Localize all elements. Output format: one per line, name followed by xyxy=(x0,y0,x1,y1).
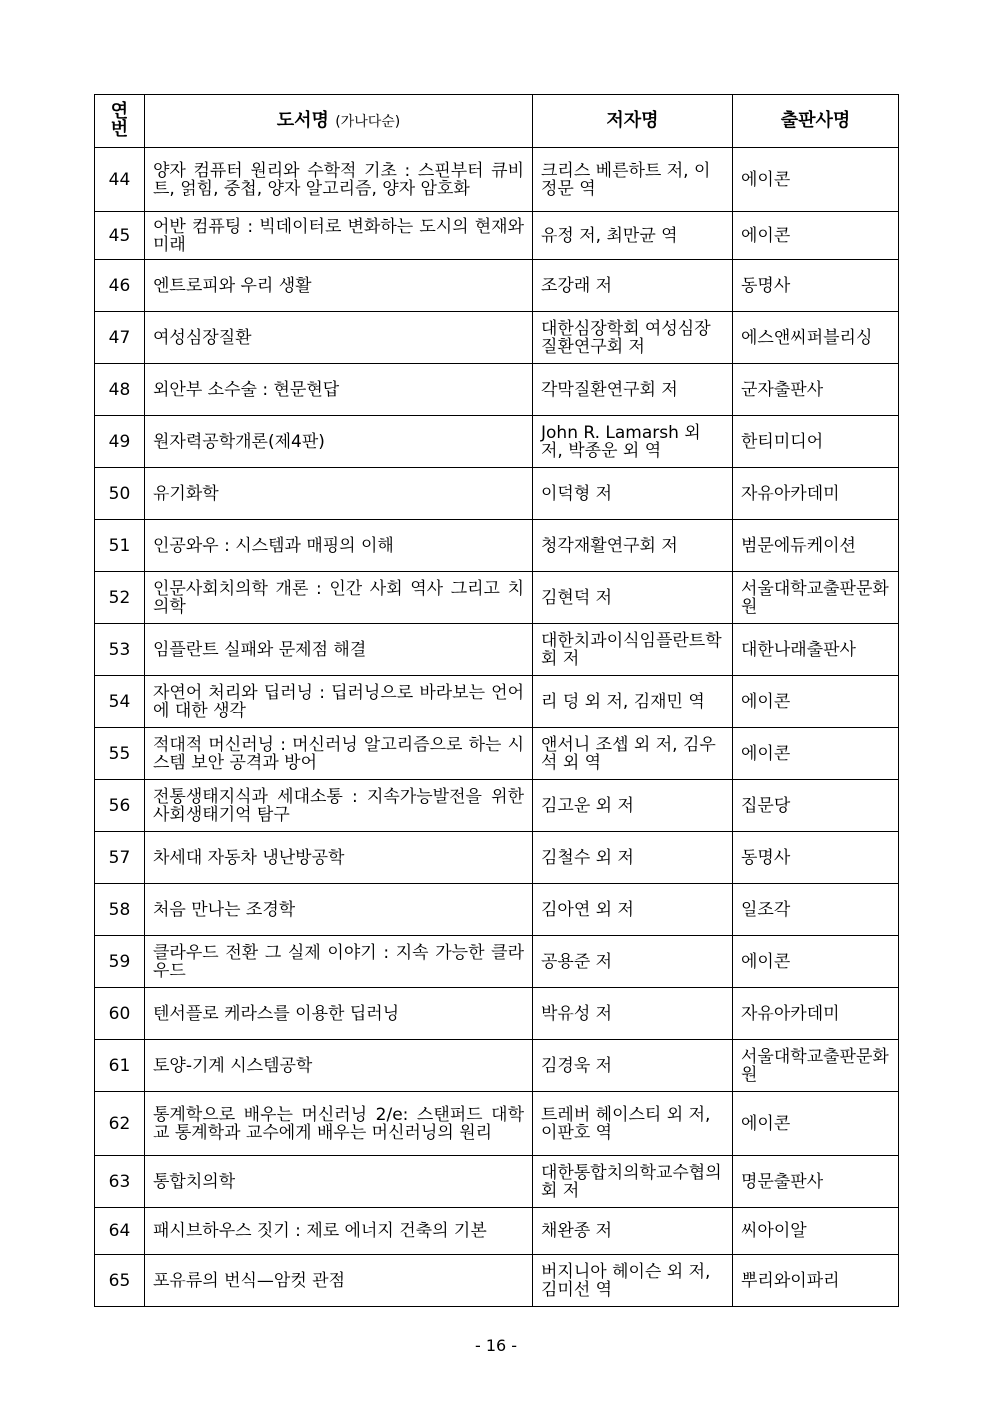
row-number: 46 xyxy=(95,260,145,312)
book-publisher: 자유아카데미 xyxy=(733,988,899,1040)
book-title: 양자 컴퓨터 원리와 수학적 기초 : 스핀부터 큐비트, 얽힘, 중첩, 양자 알고리즘, 양자 암호화 xyxy=(145,148,533,212)
book-publisher: 서울대학교출판문화원 xyxy=(733,1040,899,1092)
row-number: 60 xyxy=(95,988,145,1040)
book-author: 조강래 저 xyxy=(533,260,733,312)
table-row xyxy=(95,624,899,676)
row-number: 49 xyxy=(95,416,145,468)
table-row xyxy=(95,780,899,832)
book-publisher: 한티미디어 xyxy=(733,416,899,468)
row-number: 62 xyxy=(95,1092,145,1156)
book-publisher: 에이콘 xyxy=(733,148,899,212)
table-row xyxy=(95,1092,899,1156)
book-title: 통계학으로 배우는 머신러닝 2/e: 스탠퍼드 대학교 통계학과 교수에게 배우는 머신러닝의 원리 xyxy=(145,1092,533,1156)
row-number: 57 xyxy=(95,832,145,884)
book-publisher: 동명사 xyxy=(733,832,899,884)
book-title: 전통생태지식과 세대소통 : 지속가능발전을 위한 사회생태기억 탐구 xyxy=(145,780,533,832)
book-author: 이덕형 저 xyxy=(533,468,733,520)
book-publisher: 대한나래출판사 xyxy=(733,624,899,676)
book-title: 처음 만나는 조경학 xyxy=(145,884,533,936)
book-publisher: 에이콘 xyxy=(733,728,899,780)
table-row xyxy=(95,468,899,520)
table-row xyxy=(95,572,899,624)
book-title: 토양-기계 시스템공학 xyxy=(145,1040,533,1092)
table-row xyxy=(95,832,899,884)
book-author: 김현덕 저 xyxy=(533,572,733,624)
table-row xyxy=(95,260,899,312)
row-number: 59 xyxy=(95,936,145,988)
book-title: 적대적 머신러닝 : 머신러닝 알고리즘으로 하는 시스템 보안 공격과 방어 xyxy=(145,728,533,780)
table-row xyxy=(95,1255,899,1307)
book-publisher: 서울대학교출판문화원 xyxy=(733,572,899,624)
page-number: - 16 - xyxy=(474,1336,518,1355)
book-author: 대한통합치의학교수협의회 저 xyxy=(533,1156,733,1208)
row-number: 51 xyxy=(95,520,145,572)
book-author: 유정 저, 최만균 역 xyxy=(533,212,733,260)
book-title: 텐서플로 케라스를 이용한 딥러닝 xyxy=(145,988,533,1040)
book-author: 리 덩 외 저, 김재민 역 xyxy=(533,676,733,728)
row-number: 56 xyxy=(95,780,145,832)
row-number: 48 xyxy=(95,364,145,416)
book-publisher: 집문당 xyxy=(733,780,899,832)
book-title: 클라우드 전환 그 실제 이야기 : 지속 가능한 클라우드 xyxy=(145,936,533,988)
book-publisher: 에이콘 xyxy=(733,212,899,260)
row-number: 44 xyxy=(95,148,145,212)
header-title-label: 도서명 xyxy=(276,109,329,131)
row-number: 58 xyxy=(95,884,145,936)
book-title: 외안부 소수술 : 현문현답 xyxy=(145,364,533,416)
header-publisher: 출판사명 xyxy=(733,95,899,148)
book-author: 대한심장학회 여성심장질환연구회 저 xyxy=(533,312,733,364)
book-title: 포유류의 번식—암컷 관점 xyxy=(145,1255,533,1307)
row-number: 53 xyxy=(95,624,145,676)
table-row xyxy=(95,364,899,416)
row-number: 50 xyxy=(95,468,145,520)
book-author: 채완종 저 xyxy=(533,1208,733,1255)
book-author: 버지니아 헤이슨 외 저, 김미선 역 xyxy=(533,1255,733,1307)
book-title: 인공와우 : 시스템과 매핑의 이해 xyxy=(145,520,533,572)
header-title xyxy=(145,95,533,148)
book-author: 앤서니 조셉 외 저, 김우석 외 역 xyxy=(533,728,733,780)
book-publisher: 군자출판사 xyxy=(733,364,899,416)
table-row xyxy=(95,936,899,988)
book-author: 트레버 헤이스티 외 저, 이판호 역 xyxy=(533,1092,733,1156)
header-no xyxy=(95,95,145,148)
book-author: 대한치과이식임플란트학회 저 xyxy=(533,624,733,676)
book-author: 각막질환연구회 저 xyxy=(533,364,733,416)
row-number: 55 xyxy=(95,728,145,780)
header-title-note: (가나다순) xyxy=(335,113,401,130)
book-author: 청각재활연구회 저 xyxy=(533,520,733,572)
row-number: 61 xyxy=(95,1040,145,1092)
book-title: 임플란트 실패와 문제점 해결 xyxy=(145,624,533,676)
table-header-row xyxy=(95,95,899,148)
book-author: 김경욱 저 xyxy=(533,1040,733,1092)
table-row xyxy=(95,416,899,468)
book-title: 여성심장질환 xyxy=(145,312,533,364)
book-author: 크리스 베른하트 저, 이정문 역 xyxy=(533,148,733,212)
table-row xyxy=(95,1040,899,1092)
book-author: John R. Lamarsh 외 저, 박종운 외 역 xyxy=(533,416,733,468)
row-number: 45 xyxy=(95,212,145,260)
book-title: 통합치의학 xyxy=(145,1156,533,1208)
book-publisher: 명문출판사 xyxy=(733,1156,899,1208)
book-publisher: 뿌리와이파리 xyxy=(733,1255,899,1307)
row-number: 52 xyxy=(95,572,145,624)
book-publisher: 일조각 xyxy=(733,884,899,936)
book-title: 인문사회치의학 개론 : 인간 사회 역사 그리고 치의학 xyxy=(145,572,533,624)
book-author: 김아연 외 저 xyxy=(533,884,733,936)
book-publisher: 범문에듀케이션 xyxy=(733,520,899,572)
row-number: 63 xyxy=(95,1156,145,1208)
book-title: 엔트로피와 우리 생활 xyxy=(145,260,533,312)
table-row xyxy=(95,1156,899,1208)
table-row xyxy=(95,728,899,780)
header-author: 저자명 xyxy=(533,95,733,148)
row-number: 64 xyxy=(95,1208,145,1255)
book-title: 자연어 처리와 딥러닝 : 딥러닝으로 바라보는 언어에 대한 생각 xyxy=(145,676,533,728)
book-publisher: 동명사 xyxy=(733,260,899,312)
table-row xyxy=(95,1208,899,1255)
book-title: 패시브하우스 짓기 : 제로 에너지 건축의 기본 xyxy=(145,1208,533,1255)
book-title: 원자력공학개론(제4판) xyxy=(145,416,533,468)
table-row xyxy=(95,884,899,936)
book-list-table xyxy=(94,94,899,1307)
book-title: 유기화학 xyxy=(145,468,533,520)
book-author: 공용준 저 xyxy=(533,936,733,988)
table-row xyxy=(95,988,899,1040)
row-number: 47 xyxy=(95,312,145,364)
book-title: 차세대 자동차 냉난방공학 xyxy=(145,832,533,884)
book-publisher: 에이콘 xyxy=(733,1092,899,1156)
book-author: 김고운 외 저 xyxy=(533,780,733,832)
book-publisher: 에이콘 xyxy=(733,676,899,728)
table-row xyxy=(95,520,899,572)
table-row xyxy=(95,676,899,728)
table-row xyxy=(95,312,899,364)
row-number: 54 xyxy=(95,676,145,728)
book-publisher: 자유아카데미 xyxy=(733,468,899,520)
table-row xyxy=(95,148,899,212)
book-publisher: 에이콘 xyxy=(733,936,899,988)
header-no-label: 연번 xyxy=(110,101,129,140)
book-author: 김철수 외 저 xyxy=(533,832,733,884)
book-author: 박유성 저 xyxy=(533,988,733,1040)
table-row xyxy=(95,212,899,260)
book-title: 어반 컴퓨팅 : 빅데이터로 변화하는 도시의 현재와 미래 xyxy=(145,212,533,260)
book-publisher: 에스앤씨퍼블리싱 xyxy=(733,312,899,364)
book-publisher: 씨아이알 xyxy=(733,1208,899,1255)
row-number: 65 xyxy=(95,1255,145,1307)
